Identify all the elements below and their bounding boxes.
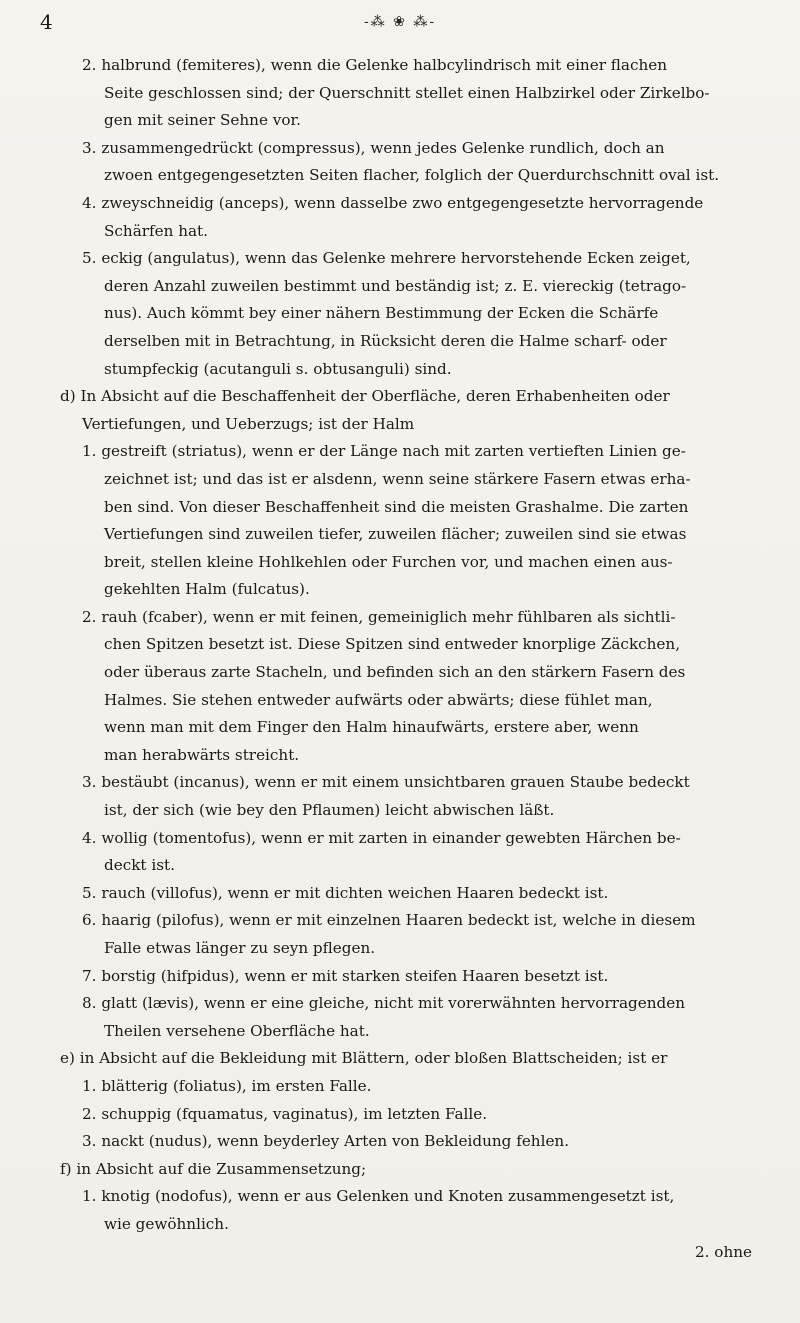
text-line: wie gewöhnlich.: [104, 1214, 229, 1233]
text-line: 3. bestäubt (incanus), wenn er mit einem unsichtbaren grauen Staube bedeckt: [82, 773, 690, 792]
text-line: 2. ohne: [694, 1242, 752, 1261]
text-line: nus). Auch kömmt bey einer nähern Bestimmung der Ecken die Schärfe: [104, 304, 659, 323]
text-line: Vertiefungen, und Ueberzugs; ist der Halm: [82, 414, 415, 433]
text-line: Halmes. Sie stehen entweder aufwärts oder abwärts; diese fühlet man,: [104, 690, 653, 709]
text-line: 6. haarig (pilofus), wenn er mit einzelnen Haaren bedeckt ist, welche in diesem: [82, 911, 696, 930]
text-line: ben sind. Von dieser Beschaffenheit sind die meisten Grashalme. Die zarten: [104, 497, 689, 516]
text-line: stumpfeckig (acutanguli s. obtusanguli) sind.: [104, 359, 452, 378]
page-number: 4: [40, 10, 53, 34]
text-line: 3. zusammengedrückt (compressus), wenn jedes Gelenke rundlich, doch an: [82, 138, 665, 157]
text-line: Vertiefungen sind zuweilen tiefer, zuweilen flächer; zuweilen sind sie etwas: [104, 525, 687, 544]
text-line: Seite geschlossen sind; der Querschnitt stellet einen Halbzirkel oder Zirkelbo-: [104, 83, 710, 102]
text-line: 4. zweyschneidig (anceps), wenn dasselbe zwo entgegengesetzte hervorragende: [82, 193, 704, 212]
page-body-text: [60, 52, 760, 1266]
text-line: chen Spitzen besetzt ist. Diese Spitzen sind entweder knorplige Zäckchen,: [104, 635, 681, 654]
text-line: 1. knotig (nodofus), wenn er aus Gelenken und Knoten zusammengesetzt ist,: [82, 1187, 675, 1206]
text-line: oder überaus zarte Stacheln, und befinden sich an den stärkern Fasern des: [104, 663, 686, 682]
text-line: 2. halbrund (femiteres), wenn die Gelenke halbcylindrisch mit einer flachen: [82, 56, 668, 74]
text-line: 2. rauh (fcaber), wenn er mit feinen, gemeiniglich mehr fühlbaren als sichtli-: [82, 607, 676, 626]
text-line: 1. gestreift (striatus), wenn er der Länge nach mit zarten vertieften Linien ge-: [82, 442, 686, 461]
text-line: Theilen versehene Oberfläche hat.: [104, 1021, 370, 1040]
text-line: f) in Absicht auf die Zusammensetzung;: [60, 1159, 367, 1178]
text-line: zeichnet ist; und das ist er alsdenn, wenn seine stärkere Fasern etwas erha-: [104, 469, 691, 488]
text-line: 7. borstig (hifpidus), wenn er mit starken steifen Haaren besetzt ist.: [82, 966, 609, 985]
text-line: Schärfen hat.: [104, 221, 208, 240]
text-line: derselben mit in Betrachtung, in Rücksicht deren die Halme scharf- oder: [104, 331, 667, 350]
text-line: 1. blätterig (foliatus), im ersten Falle.: [82, 1076, 372, 1095]
text-line: 4. wollig (tomentofus), wenn er mit zarten in einander gewebten Härchen be-: [82, 828, 681, 847]
text-line: gekehlten Halm (fulcatus).: [104, 580, 310, 599]
text-line: man herabwärts streicht.: [104, 745, 300, 764]
text-line: wenn man mit dem Finger den Halm hinaufwärts, erstere aber, wenn: [104, 718, 639, 737]
text-line: e) in Absicht auf die Bekleidung mit Blättern, oder bloßen Blattscheiden; ist er: [60, 1049, 668, 1068]
text-line: 5. eckig (angulatus), wenn das Gelenke mehrere hervorstehende Ecken zeiget,: [82, 249, 691, 268]
text-line: 5. rauch (villofus), wenn er mit dichten weichen Haaren bedeckt ist.: [82, 883, 609, 902]
text-line: d) In Absicht auf die Beschaffenheit der Oberfläche, deren Erhabenheiten oder: [60, 387, 670, 406]
text-line: breit, stellen kleine Hohlkehlen oder Furchen vor, und machen einen aus-: [104, 552, 673, 571]
text-line: deckt ist.: [104, 856, 175, 875]
text-line: gen mit seiner Sehne vor.: [104, 111, 301, 130]
text-line: 8. glatt (lævis), wenn er eine gleiche, nicht mit vorerwähnten hervorragenden: [82, 994, 686, 1013]
text-line: ist, der sich (wie bey den Pflaumen) leicht abwischen läßt.: [104, 801, 555, 820]
text-line: deren Anzahl zuweilen bestimmt und beständig ist; z. E. viereckig (tetrago-: [104, 276, 687, 295]
text-line: 2. schuppig (fquamatus, vaginatus), im letzten Falle.: [82, 1104, 488, 1123]
text-line: Falle etwas länger zu seyn pflegen.: [104, 939, 376, 957]
header-ornament: -⁂ ❀ ⁂-: [363, 14, 437, 30]
text-line: 3. nackt (nudus), wenn beyderley Arten von Bekleidung fehlen.: [82, 1132, 570, 1151]
text-line: zwoen entgegengesetzten Seiten flacher, folglich der Querdurchschnitt oval ist.: [104, 166, 720, 185]
